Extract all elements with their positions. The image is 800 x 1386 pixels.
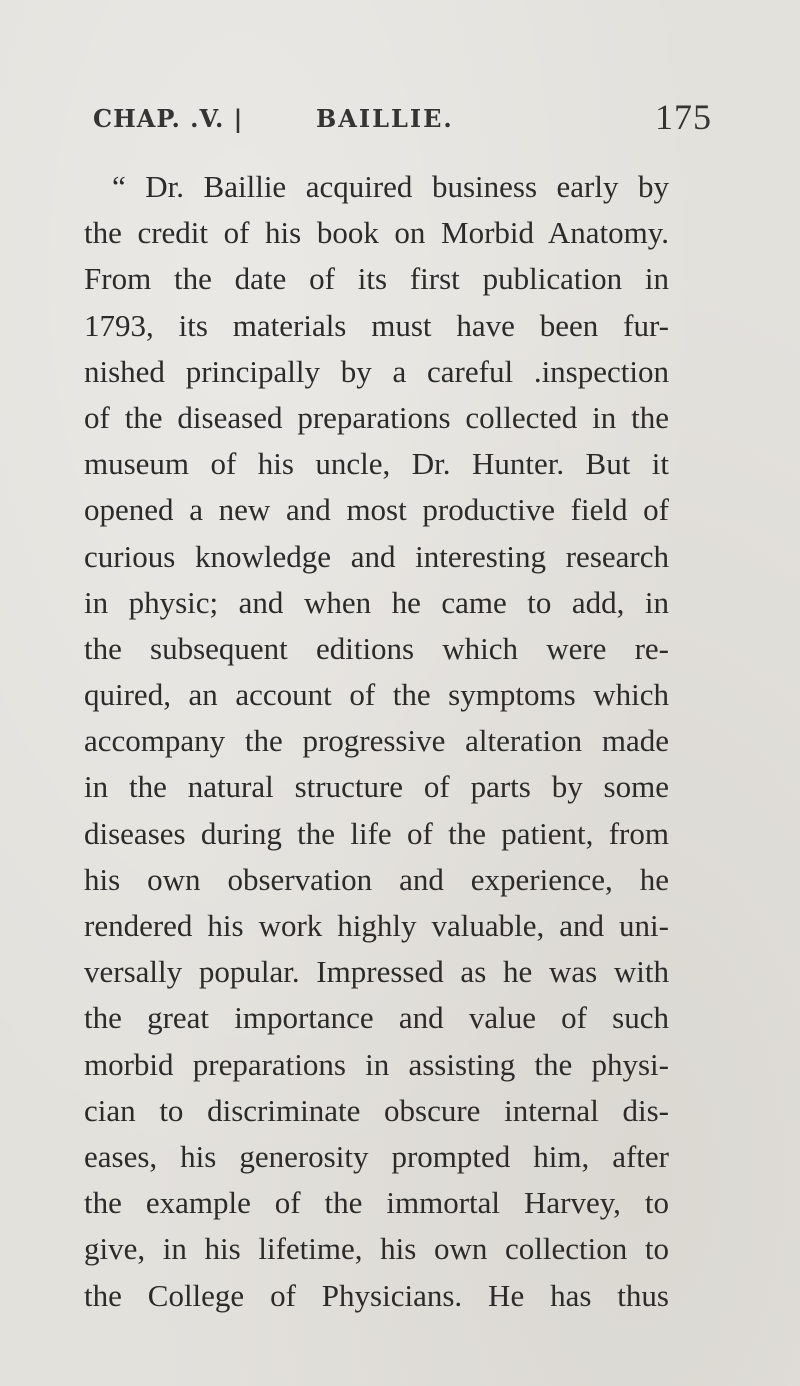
text-line: in physic; and when he came to add, in xyxy=(84,584,669,620)
running-head xyxy=(0,97,800,144)
text-line: “ Dr. Baillie acquired business early by xyxy=(112,169,669,204)
text-line: accompany the progressive alteration made xyxy=(84,723,669,759)
text-line: rendered his work highly valuable, and uni- xyxy=(84,908,669,943)
text-line: the example of the immortal Harvey, to xyxy=(84,1185,669,1221)
text-line: give, in his lifetime, his own collection to xyxy=(84,1231,669,1267)
text-line: the credit of his book on Morbid Anatomy. xyxy=(84,215,669,251)
text-line: curious knowledge and interesting research xyxy=(84,538,669,574)
text-line: morbid preparations in assisting the physi- xyxy=(84,1046,669,1082)
text-line: From the date of its first publication in xyxy=(84,261,669,297)
text-line: diseases during the life of the patient, from xyxy=(84,815,669,851)
text-line: the great importance and value of such xyxy=(84,1000,669,1036)
running-title: BAILLIE. xyxy=(316,104,454,133)
text-line: museum of his uncle, Dr. Hunter. But it xyxy=(84,446,669,482)
body-paragraph xyxy=(84,164,669,1319)
text-line: versally popular. Impressed as he was with xyxy=(84,954,669,990)
page-number: 175 xyxy=(655,97,712,137)
text-line: 1793, its materials must have been fur- xyxy=(84,307,669,343)
text-line: of the diseased preparations collected in the xyxy=(84,399,669,435)
text-line: his own observation and experience, he xyxy=(84,861,669,897)
chapter-label: CHAP. .V. | xyxy=(93,104,244,133)
text-line: nished principally by a careful .inspection xyxy=(84,353,669,389)
text-line: in the natural structure of parts by some xyxy=(84,769,669,805)
text-line: the College of Physicians. He has thus xyxy=(84,1277,669,1313)
text-line: eases, his generosity prompted him, after xyxy=(84,1138,669,1174)
text-line: the subsequent editions which were re- xyxy=(84,630,669,666)
text-line: quired, an account of the symptoms which xyxy=(84,677,669,713)
text-line: opened a new and most productive field of xyxy=(84,492,669,528)
text-line: cian to discriminate obscure internal dis- xyxy=(84,1092,669,1128)
